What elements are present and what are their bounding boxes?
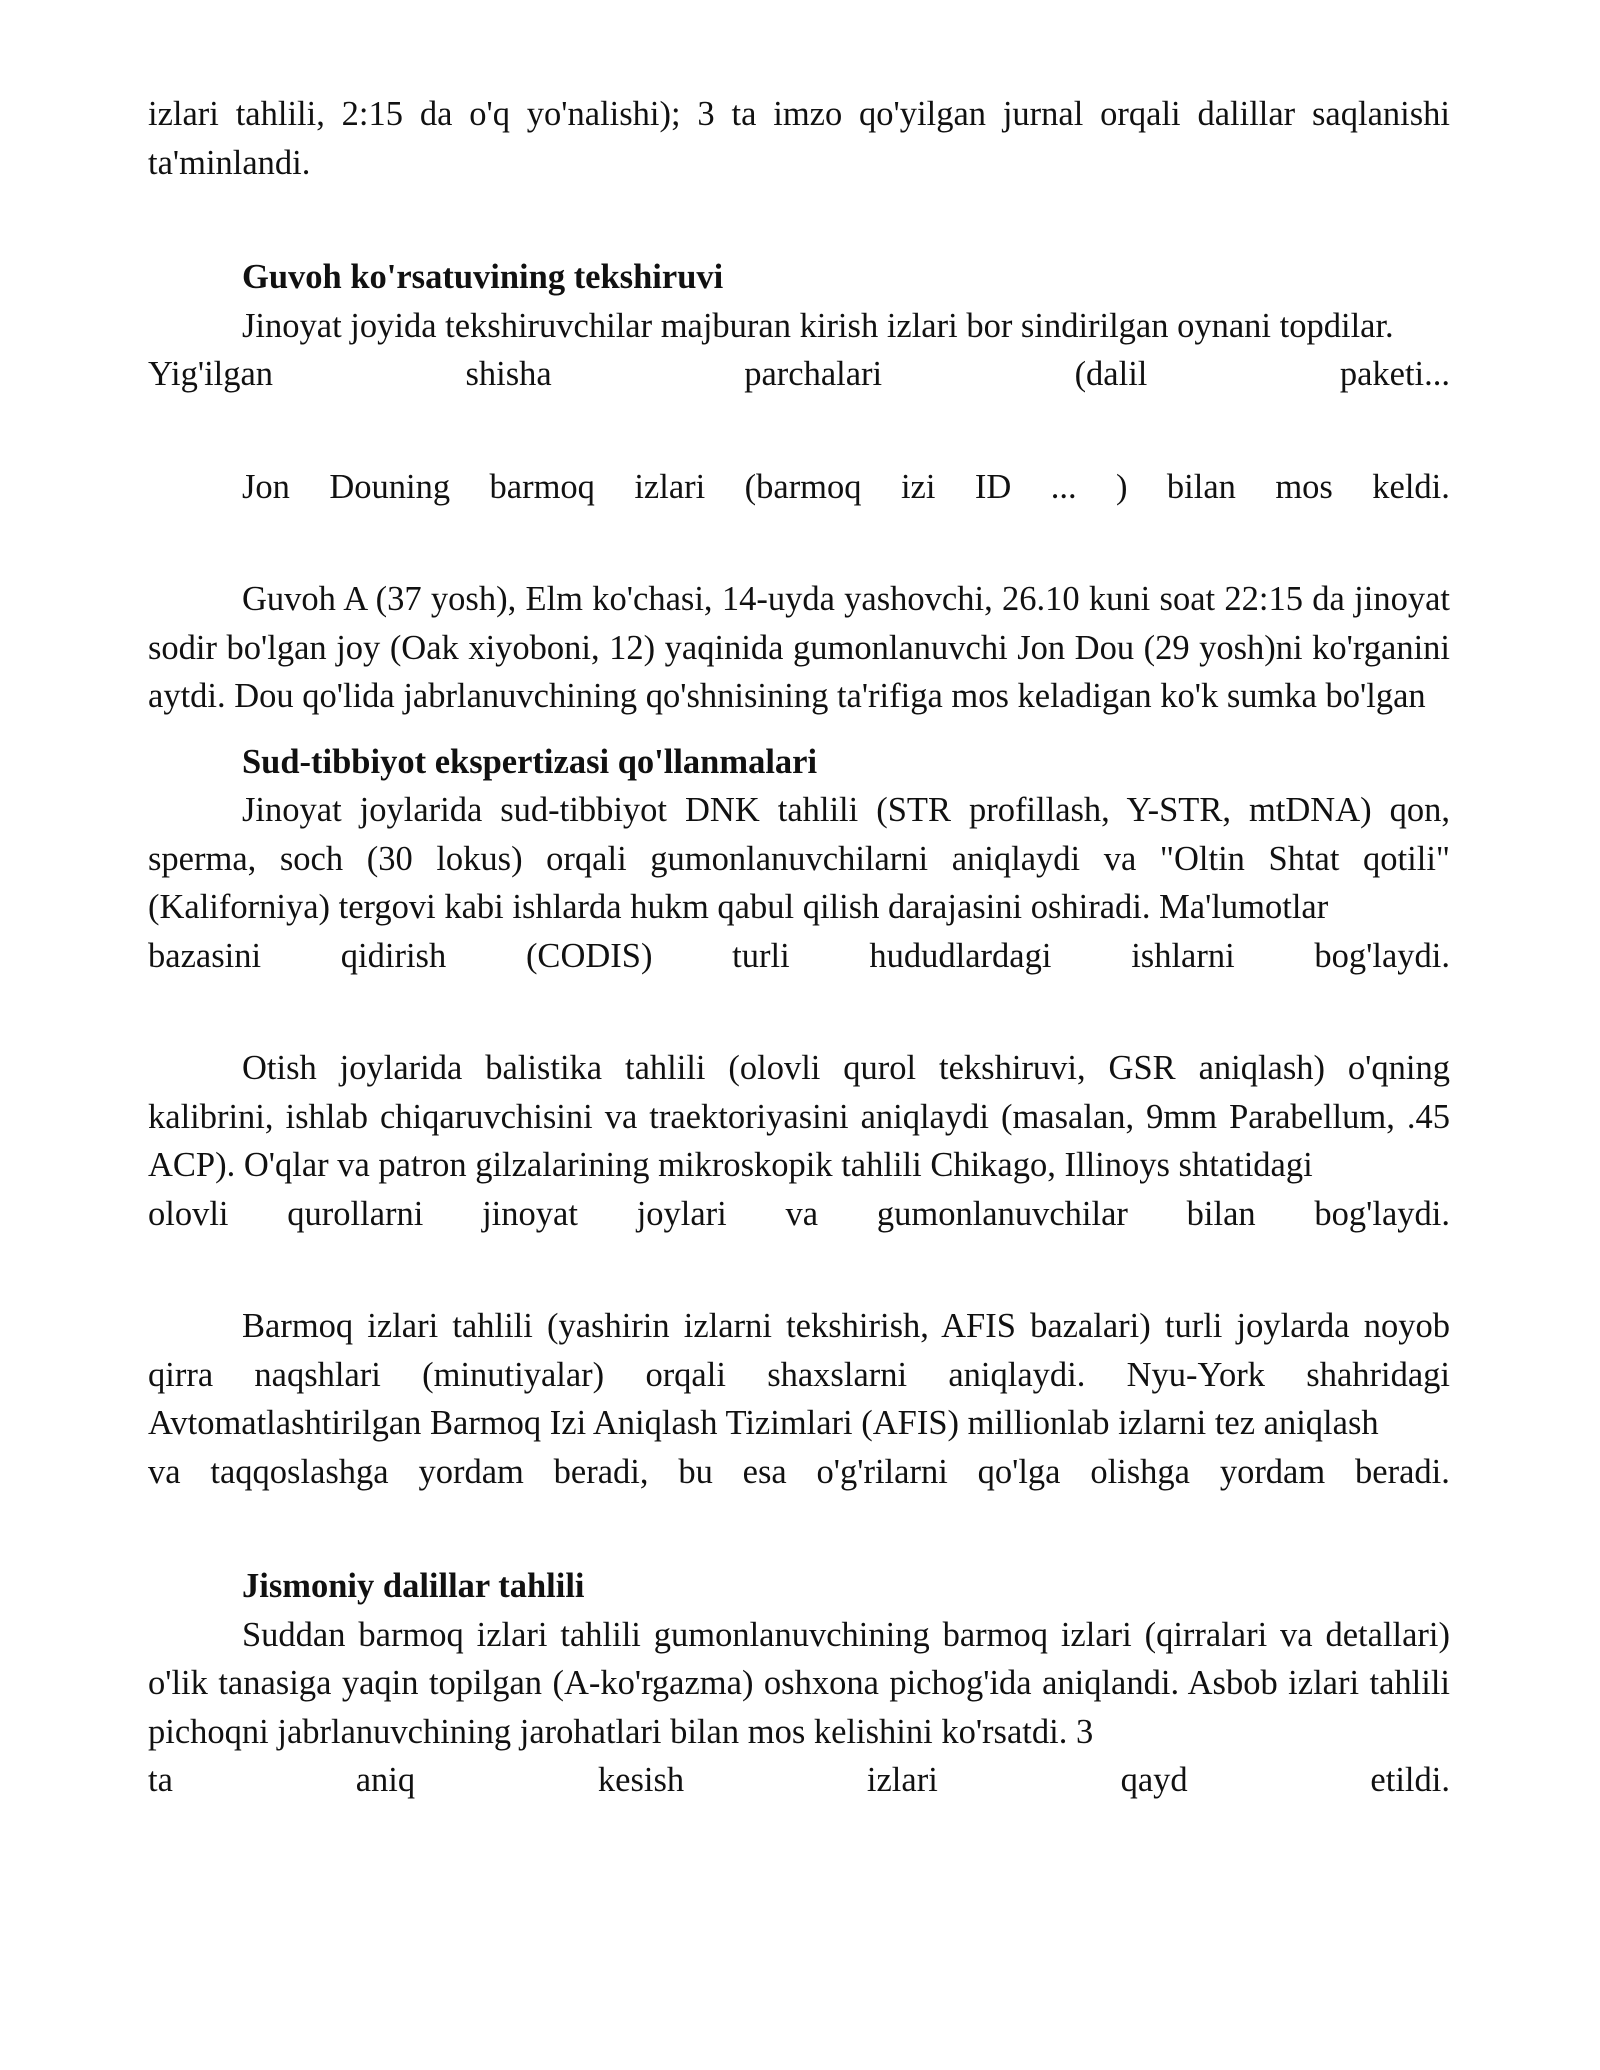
word: bu [678,1452,713,1491]
spacer [148,511,1450,575]
word: ) [1115,467,1128,506]
word: bilan [1186,1194,1256,1233]
witness-paragraph-2 [148,463,1450,512]
spacer [148,187,1450,253]
spacer [148,980,1450,1044]
word: hududlardagi [869,936,1052,975]
word: (CODIS) [525,936,653,975]
word: va [148,1452,181,1491]
word: o'g'rilarni [816,1452,948,1491]
word: bazasini [148,936,262,975]
forensics-paragraph-2-last-line [148,1190,1450,1239]
forensics-paragraph-1: Jinoyat joylarida sud-tibbiyot DNK tahlili (STR profillash, Y-STR, mtDNA) qon, sperma, soch (30 lokus) orqali gumonlanuvchilarni aniqlaydi va "Oltin Shtat qotili" (Kaliforniya) tergovi kabi ishlarda hukm qabul qilish darajasini oshiradi. Ma'lumotlar [148,791,1450,926]
word: etildi. [1370,1761,1450,1799]
word: bog'laydi. [1314,1194,1450,1233]
heading-physical-evidence: Jismoniy dalillar tahlili [242,1567,585,1605]
witness-paragraph-1: Jinoyat joyida tekshiruvchilar majburan kirish izlari bor sindirilgan oynani topdilar. [242,306,1394,345]
word: parchalari [744,355,883,393]
heading-forensics: Sud-tibbiyot ekspertizasi qo'llanmalari [242,742,818,781]
word: joylari [636,1194,727,1233]
word: taqqoslashga [210,1452,389,1491]
word: bilan [1166,467,1236,506]
word: (dalil [1074,355,1148,393]
forensics-paragraph-3: Barmoq izlari tahlili (yashirin izlarni tekshirish, AFIS bazalari) turli joylarda noyob qirra naqshlari (minutiyalar) orqali shaxslarni aniqlaydi. Nyu-York shahridagi Avtomatlashtirilgan Barmoq Izi Aniqlash Tizimlari (AFIS) millionlab izlarni tez aniqlash [148,1307,1450,1442]
physical-paragraph-1-last-line [148,1756,1450,1805]
word: gumonlanuvchilar [876,1194,1128,1233]
physical-paragraph-1: Suddan barmoq izlari tahlili gumonlanuvchining barmoq izlari (qirralari va detallari) o'lik tanasiga yaqin topilgan (A-ko'rgazma) oshxona pichog'ida aniqlandi. Asbob izlari tahlili pichoqni jabrlanuvchining jarohatlari bilan mos kelishini ko'rsatdi. 3 [148,1615,1450,1751]
word: ... [1050,467,1077,506]
word: yordam [418,1452,524,1491]
word: shisha [465,355,552,393]
word: bog'laydi. [1314,936,1450,975]
word: jinoyat [482,1194,578,1233]
spacer [148,399,1450,463]
word: (barmoq [744,467,862,506]
spacer [148,1496,1450,1562]
word: mos [1275,467,1333,506]
document-page [148,90,1450,1805]
word: beradi. [1355,1452,1450,1491]
word: izlari [634,467,706,506]
word: kesish [597,1761,685,1799]
word: ID [974,467,1012,506]
forensics-paragraph-2: Otish joylarida balistika tahlili (olovli qurol tekshiruvi, GSR aniqlash) o'qning kalibrini, ishlab chiqaruvchisini va traektoriyasini aniqlaydi (masalan, 9mm Parabellum, .45 ACP). O'qlar va patron gilzalarining mikroskopik tahlili Chikago, Illinoys shtatidagi [148,1049,1450,1184]
word: Yig'ilgan [148,355,274,393]
spacer [148,1238,1450,1302]
word: olovli [148,1194,229,1233]
word: izi [900,467,936,506]
word: beradi, [553,1452,649,1491]
word: qayd [1120,1761,1188,1799]
word: aniq [355,1761,416,1799]
heading-witness: Guvoh ko'rsatuvining tekshiruvi [242,258,724,296]
word: barmoq [489,467,595,506]
forensics-paragraph-3-last-line [148,1448,1450,1497]
word: esa [742,1452,787,1491]
spacer [148,721,1450,738]
word: ta [148,1761,173,1799]
word: olishga [1090,1452,1190,1491]
word: paketi... [1339,355,1450,393]
word: qo'lga [977,1452,1061,1491]
word: Douning [329,467,451,506]
intro-paragraph: izlari tahlili, 2:15 da o'q yo'nalishi); 3 ta imzo qo'yilgan jurnal orqali dalillar saqlanishi ta'minlandi. [148,95,1450,182]
word: qidirish [340,936,447,975]
word: Jon [242,467,290,506]
word: qurollarni [287,1194,424,1233]
word: ishlarni [1131,936,1235,975]
word: turli [732,936,790,975]
word: izlari [866,1761,938,1799]
forensics-paragraph-1-last-line [148,932,1450,981]
word: keldi. [1372,467,1450,506]
word: yordam [1219,1452,1326,1491]
witness-paragraph-1-line-2 [148,350,1450,399]
witness-paragraph-3: Guvoh A (37 yosh), Elm ko'chasi, 14-uyda yashovchi, 26.10 kuni soat 22:15 da jinoyat sodir bo'lgan joy (Oak xiyoboni, 12) yaqinida gumonlanuvchi Jon Dou (29 yosh)ni ko'rganini aytdi. Dou qo'lida jabrlanuvchining qo'shnisining ta'rifiga mos keladigan ko'k sumka bo'lgan [148,580,1450,715]
word: va [785,1194,819,1233]
